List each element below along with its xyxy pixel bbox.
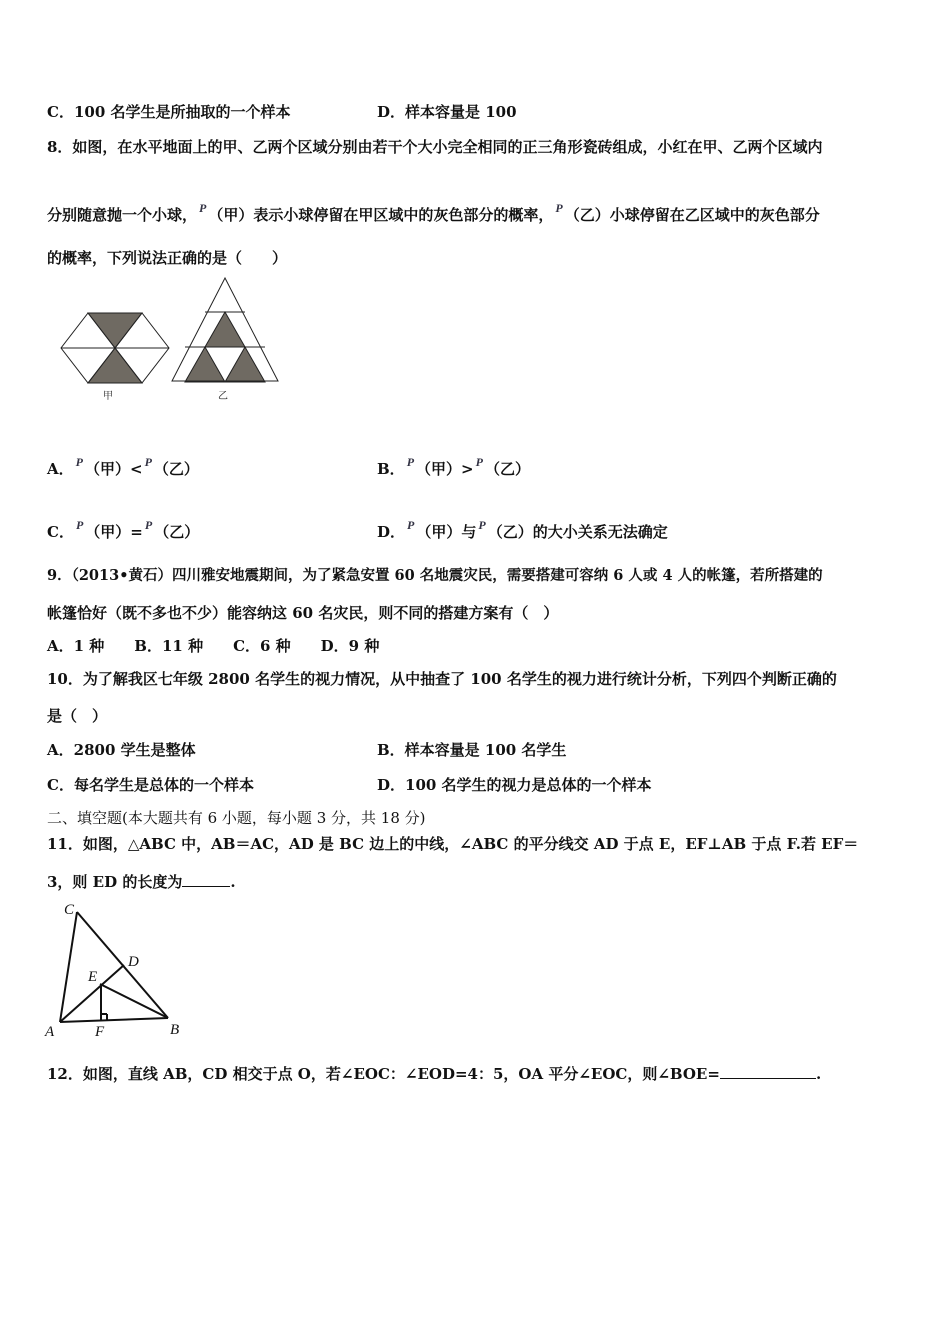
q8-option-d: D． $^P$ （甲）与 $^P$ （乙）的大小关系无法确定 xyxy=(377,518,668,541)
label-d: D xyxy=(128,954,139,970)
q9-stem-line2: 帐篷恰好（既不多也不少）能容纳这 60 名灾民，则不同的搭建方案有（ ） xyxy=(47,604,559,622)
q9-options: A．1 种 B．11 种 C．6 种 D．9 种 xyxy=(47,637,380,655)
q8-option-a: A． $^P$ （甲）< $^P$ （乙） xyxy=(47,455,199,478)
label-c: C xyxy=(64,902,75,918)
q12-stem: 12．如图，直线 AB，CD 相交于点 O，若∠EOC：∠EOD=4：5，OA 平分∠EOC，则∠BOE= . xyxy=(47,1065,822,1083)
q11-stem-line1: 11．如图，△ABC 中，AB＝AC，AD 是 BC 边上的中线，∠ABC 的平分线交 AD 于点 E，EF⊥AB 于点 F.若 EF＝ xyxy=(47,835,859,853)
q10-option-d: D．100 名学生的视力是总体的一个样本 xyxy=(377,776,652,794)
q8-stem-line1: 8．如图，在水平地面上的甲、乙两个区域分别由若干个大小完全相同的正三角形瓷砖组成，小红在甲、乙两个区域内 xyxy=(47,138,823,156)
q7-option-c: C．100 名学生是所抽取的一个样本 xyxy=(47,103,291,121)
label-jia: 甲 xyxy=(103,391,113,402)
hexagon-top-shaded-triangle xyxy=(88,313,142,348)
q11-figure xyxy=(40,898,200,1043)
q11-stem-line2: 3，则 ED 的长度为 . xyxy=(47,873,236,891)
q8-stem-line3: 的概率，下列说法正确的是（ ） xyxy=(47,249,288,267)
q10-option-c: C．每名学生是总体的一个样本 xyxy=(47,776,254,794)
triangle-shaded-left xyxy=(185,347,225,382)
label-e: E xyxy=(88,969,98,985)
q8-stem-line2: 分别随意抛一个小球， $^P$ （甲）表示小球停留在甲区域中的灰色部分的概率， $^P$ （乙）小球停留在乙区域中的灰色部分 xyxy=(47,201,820,224)
label-f: F xyxy=(95,1024,105,1040)
triangle-region-yi xyxy=(172,278,278,382)
q8-figure xyxy=(60,275,290,405)
q10-option-b: B．样本容量是 100 名学生 xyxy=(377,741,567,759)
triangle-shaded-right xyxy=(225,347,265,382)
label-yi: 乙 xyxy=(218,391,228,402)
label-b: B xyxy=(170,1022,180,1038)
section-title: 二、填空题(本大题共有 6 小题，每小题 3 分，共 18 分) xyxy=(47,809,426,827)
q10-stem-line1: 10．为了解我区七年级 2800 名学生的视力情况，从中抽查了 100 名学生的视力进行统计分析，下列四个判断正确的 xyxy=(47,670,837,688)
label-a: A xyxy=(45,1024,55,1040)
triangle-shaded-top xyxy=(205,312,245,347)
q10-stem-line2: 是（ ） xyxy=(47,707,108,725)
q8-option-b: B． $^P$ （甲）> $^P$ （乙） xyxy=(377,455,530,478)
hexagon-bottom-shaded-triangle xyxy=(88,348,142,383)
q10-option-a: A．2800 学生是整体 xyxy=(47,741,196,759)
hexagon-region-jia xyxy=(61,313,169,383)
q7-option-d: D．样本容量是 100 xyxy=(377,103,517,121)
q8-option-c: C． $^P$ （甲）= $^P$ （乙） xyxy=(47,518,200,541)
q9-stem-line1: 9．（2013•黄石）四川雅安地震期间，为了紧急安置 60 名地震灾民，需要搭建可容纳 6 人或 4 人的帐篷，若所搭建的 xyxy=(47,567,823,584)
